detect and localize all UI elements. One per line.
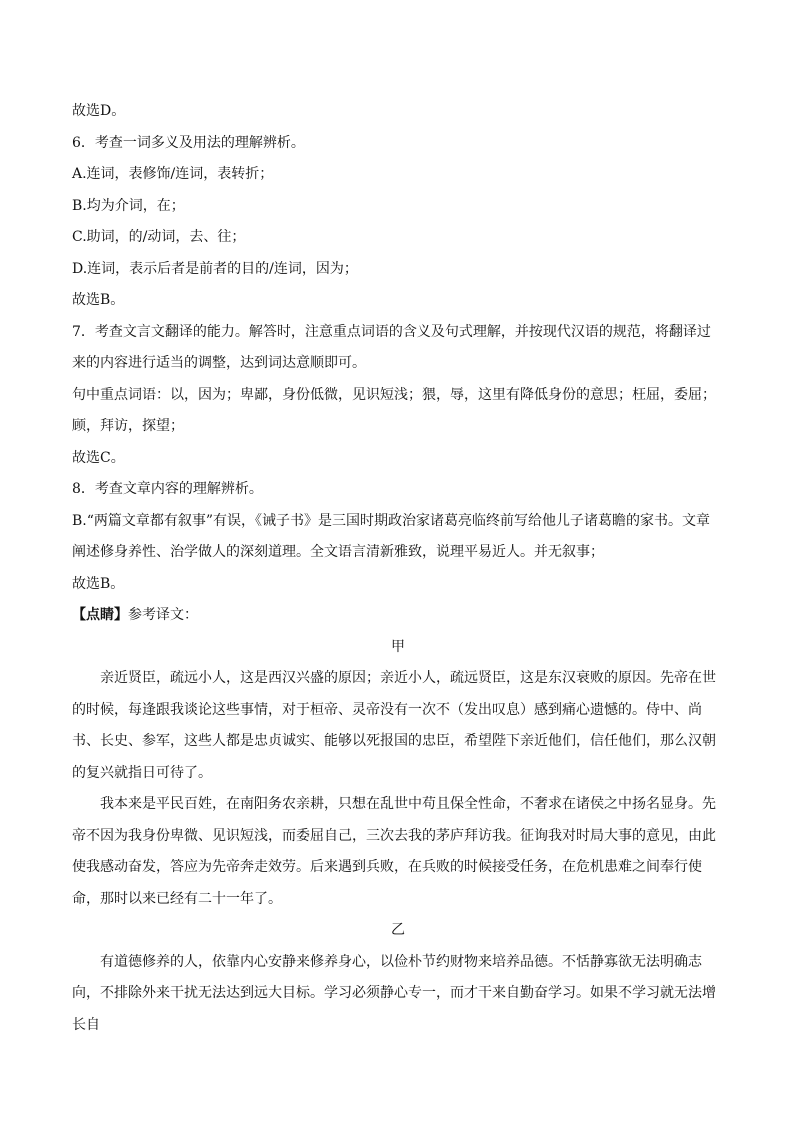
paragraph-jia-1: 亲近贤臣，疏远小人，这是西汉兴盛的原因；亲近小人，疏远贤臣，这是东汉衰败的原因。先帝在世的时候，每逢跟我谈论这些事情，对于桓帝、灵帝没有一次不（发出叹息）感到痛心遗憾的。侍中、尚书、长史、参军，这些人都是忠贞诚实、能够以死报国的忠臣，希望陛下亲近他们，信任他们，那么汉朝的复兴就指日可待了。 <box>72 670 716 781</box>
reference-translation-label: 参考译文： <box>128 607 198 623</box>
option-a: A.连词，表修饰/连词，表转折； <box>72 166 274 182</box>
key-words: 句中重点词语：以，因为；卑鄙，身份低微，见识短浅；猥，辱，这里有降低身份的意思；枉屈，委屈；顾，拜访，探望； <box>72 386 716 434</box>
option-d: D.连词，表示后者是前者的目的/连词，因为； <box>72 260 358 277</box>
question-8-heading: 8．考查文章内容的理解辨析。 <box>72 481 263 497</box>
answer-c: 故选C。 <box>72 449 125 466</box>
option-b-analysis: B.“两篇文章都有叙事”有误，《诫子书》是三国时期政治家诸葛亮临终前写给他儿子诸葛瞻的家书。文章阐述修身养性、治学做人的深刻道理。全文语言清新雅致，说理平易近人。并无叙事； <box>72 512 711 560</box>
heading-yi: 乙 <box>391 922 405 938</box>
document-page <box>72 96 724 1041</box>
dianjing-label: 【点睛】 <box>72 607 128 623</box>
answer-b-8: 故选B。 <box>72 575 125 592</box>
option-b: B.均为介词，在； <box>72 197 185 214</box>
answer-d: 故选D。 <box>72 103 126 119</box>
paragraph-jia-2: 我本来是平民百姓，在南阳务农亲耕，只想在乱世中苟且保全性命，不奢求在诸侯之中扬名显身。先帝不因为我身份卑微、见识短浅，而委屈自己，三次去我的茅庐拜访我。征询我对时局大事的意见，由此使我感动奋发，答应为先帝奔走效劳。后来遇到兵败，在兵败的时候接受任务，在危机患难之间奉行使命，那时以来已经有二十一年了。 <box>72 796 716 907</box>
question-6-heading: 6．考查一词多义及用法的理解辨析。 <box>72 134 305 151</box>
question-7-heading: 7．考查文言文翻译的能力。解答时，注意重点词语的含义及句式理解，并按现代汉语的规范，将翻译过来的内容进行适当的调整，达到词达意顺即可。 <box>72 323 711 371</box>
paragraph-yi-1: 有道德修养的人，依靠内心安静来修养身心，以俭朴节约财物来培养品德。不恬静寡欲无法明确志向，不排除外来干扰无法达到远大目标。学习必须静心专一，而才干来自勤奋学习。如果不学习就无法增长自 <box>72 953 716 1033</box>
option-c: C.助词，的/动词，去、往； <box>72 229 246 245</box>
answer-b-6: 故选B。 <box>72 292 125 308</box>
dianjing-line <box>72 600 724 632</box>
heading-jia: 甲 <box>391 638 405 655</box>
